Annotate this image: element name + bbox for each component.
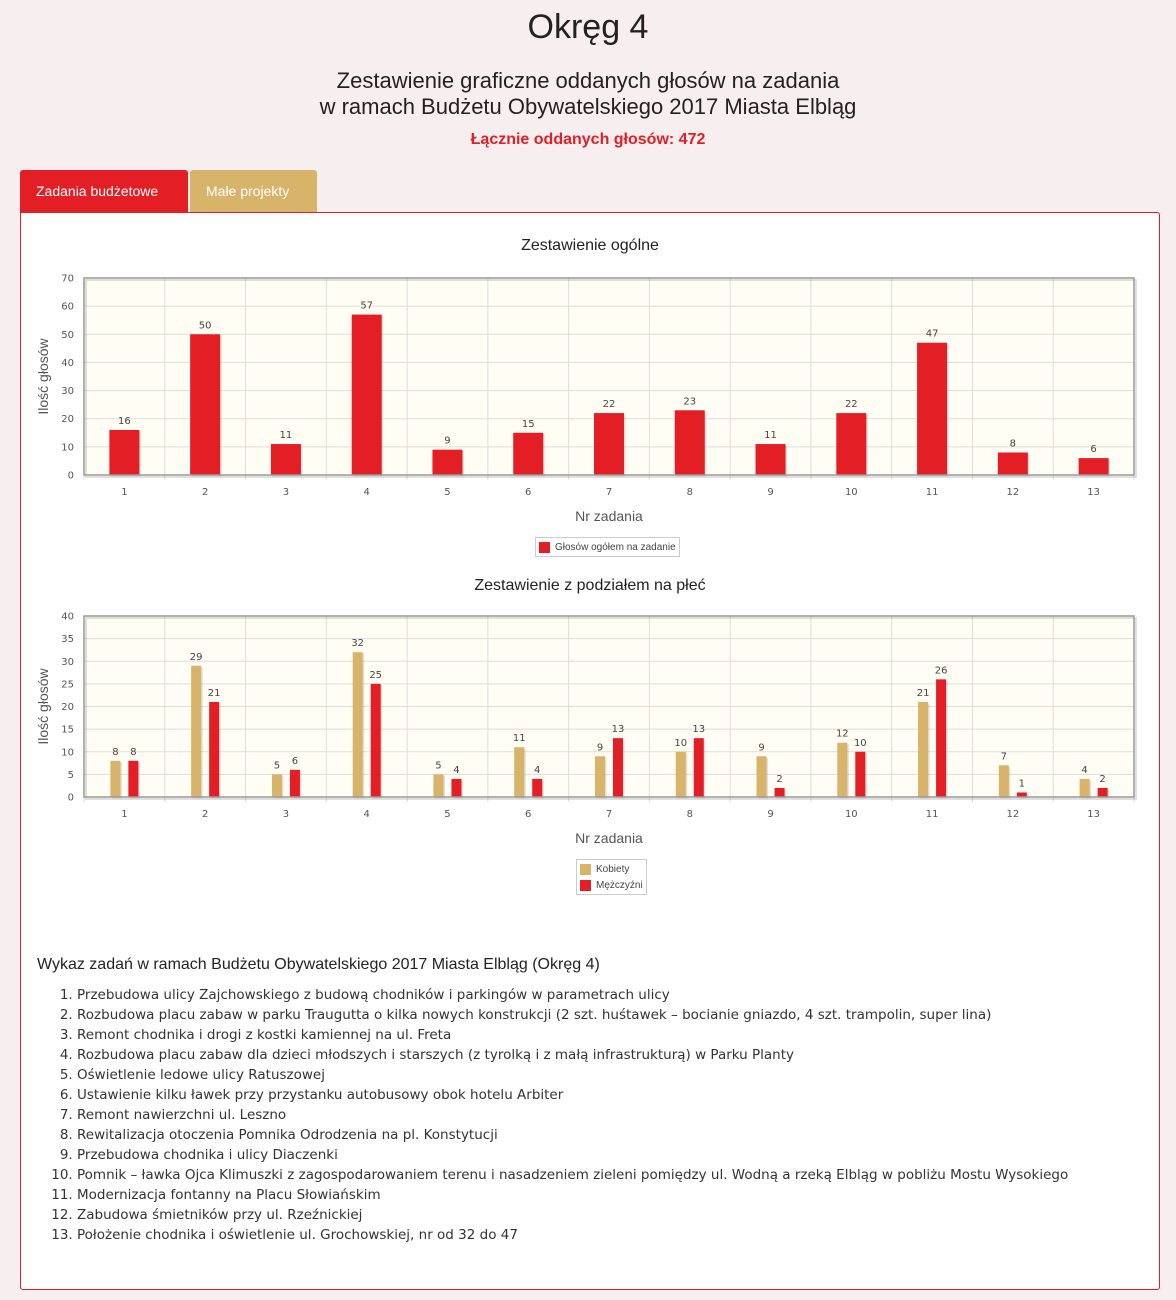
data-label: 9 [596, 742, 604, 754]
x-tick-label: 1 [121, 809, 128, 820]
bar [290, 770, 300, 797]
data-label: 11 [764, 430, 777, 442]
data-label: 9 [444, 435, 451, 447]
x-tick-label: 13 [1087, 809, 1100, 820]
chart-1-legend [535, 537, 680, 557]
bar [775, 788, 785, 797]
bar [757, 756, 767, 797]
data-label: 9 [758, 742, 765, 754]
x-tick-label: 8 [686, 487, 693, 498]
data-label: 6 [291, 755, 299, 767]
bar [675, 410, 705, 475]
x-tick-label: 6 [525, 809, 532, 820]
data-label: 1 [1018, 778, 1026, 790]
x-tick-label: 10 [844, 809, 858, 820]
data-label: 4 [534, 764, 541, 776]
data-label: 4 [1081, 764, 1088, 776]
x-tick-label: 5 [444, 487, 451, 498]
y-tick-label: 40 [61, 357, 74, 369]
data-label: 7 [1000, 751, 1008, 763]
task-item: 1. Przebudowa ulicy Zajchowskiego z budową chodników i parkingów w parametrach ulicy [77, 985, 1157, 1005]
task-item: 2. Rozbudowa placu zabaw w parku Traugutta o kilka nowych konstrukcji (2 szt. huśtawek – bocianie gniazdo, 4 szt. trampolin, super lina) [77, 1005, 1157, 1025]
data-label: 5 [435, 760, 442, 772]
task-item: 11. Modernizacja fontanny na Placu Słowiańskim [77, 1185, 1157, 1205]
y-tick-label: 25 [61, 679, 74, 691]
x-tick-label: 2 [201, 487, 209, 498]
bar [999, 765, 1009, 797]
tab-small-projects[interactable]: Małe projekty [190, 170, 317, 212]
data-label: 8 [1009, 438, 1017, 450]
content-panel [20, 212, 1160, 1290]
data-label: 50 [198, 320, 212, 332]
subtitle-line-1: Zestawienie graficzne oddanych głosów na zadania [336, 68, 840, 93]
x-tick-label: 9 [767, 487, 774, 498]
x-tick-label: 3 [282, 809, 290, 820]
x-tick-label: 7 [605, 809, 613, 820]
y-tick-label: 50 [61, 329, 74, 341]
bar [371, 684, 381, 797]
task-item: 12. Zabudowa śmietników przy ul. Rzeźnickiej [77, 1205, 1157, 1225]
data-label: 29 [189, 651, 203, 663]
data-label: 4 [453, 764, 460, 776]
y-tick-label: 70 [61, 273, 74, 285]
legend-item [580, 877, 643, 893]
data-label: 11 [512, 733, 526, 745]
bar [190, 334, 220, 475]
data-label: 11 [279, 430, 293, 442]
bar [271, 444, 301, 475]
y-tick-label: 0 [67, 470, 74, 482]
bar [837, 743, 847, 797]
y-tick-label: 20 [61, 414, 74, 426]
legend-swatch [539, 542, 550, 553]
y-tick-label: 10 [61, 747, 74, 759]
x-tick-label: 13 [1087, 487, 1100, 498]
data-label: 22 [602, 399, 616, 411]
x-tick-label: 6 [525, 487, 532, 498]
y-tick-label: 5 [67, 769, 74, 781]
data-label: 22 [844, 399, 858, 411]
data-label: 16 [118, 415, 131, 427]
bar [917, 343, 947, 475]
bar [352, 315, 382, 475]
bar [272, 774, 282, 797]
y-tick-label: 20 [61, 702, 74, 713]
y-tick-label: 40 [61, 611, 74, 623]
x-tick-label: 7 [605, 487, 613, 498]
bar [1098, 788, 1108, 797]
bar [532, 779, 542, 797]
chart-overall [21, 261, 1159, 521]
bar [209, 702, 219, 797]
bar [756, 444, 786, 475]
bar [513, 433, 543, 475]
y-tick-label: 30 [61, 656, 74, 668]
bar [594, 413, 624, 475]
legend-swatch [580, 864, 591, 875]
data-label: 25 [369, 669, 383, 681]
x-tick-label: 9 [767, 809, 774, 820]
task-item: 10. Pomnik – ławka Ojca Klimuszki z zagospodarowaniem terenu i nasadzeniem zieleni pomiędzy ul. Wodną a rzeką Elbląg w pobliżu Mostu Wysokiego [77, 1165, 1157, 1185]
data-label: 13 [611, 724, 625, 736]
x-tick-label: 3 [282, 487, 290, 498]
data-label: 23 [683, 396, 697, 408]
data-label: 21 [207, 687, 221, 699]
bar [451, 779, 461, 797]
page-title: Okręg 4 [527, 8, 649, 46]
x-axis-label: Nr zadania [575, 830, 643, 845]
bar [110, 761, 120, 797]
bar [694, 738, 704, 797]
data-label: 2 [776, 773, 783, 785]
data-label: 47 [925, 328, 939, 340]
data-label: 12 [835, 728, 849, 740]
chart-1-title: Zestawienie ogólne [521, 237, 659, 254]
task-item: 13. Położenie chodnika i oświetlenie ul. Grochowskiej, nr od 32 do 47 [77, 1225, 1157, 1245]
data-label: 15 [521, 418, 535, 430]
y-tick-label: 15 [61, 724, 74, 736]
bar [676, 752, 686, 797]
y-tick-label: 60 [61, 301, 74, 313]
bar [613, 738, 623, 797]
bar [595, 756, 605, 797]
chart-2-legend [576, 859, 647, 895]
task-item: 4. Rozbudowa placu zabaw dla dzieci młodszych i starszych (z tyrolką i z małą infrastrukturą) w Parku Planty [77, 1045, 1157, 1065]
data-label: 10 [853, 737, 867, 749]
tab-budget-tasks[interactable]: Zadania budżetowe [20, 170, 188, 212]
bar [1079, 458, 1109, 475]
legend-swatch [580, 880, 591, 891]
tasks-list-title: Wykaz zadań w ramach Budżetu Obywatelskiego 2017 Miasta Elbląg (Okręg 4) [37, 956, 600, 973]
data-label: 21 [916, 687, 930, 699]
bar [918, 702, 928, 797]
data-label: 32 [351, 638, 365, 650]
y-tick-label: 0 [67, 792, 74, 804]
x-tick-label: 11 [925, 487, 939, 498]
x-tick-label: 5 [444, 809, 451, 820]
data-label: 57 [360, 300, 374, 312]
data-label: 5 [273, 760, 281, 772]
bar [109, 430, 139, 475]
bar [353, 652, 363, 797]
total-votes: Łącznie oddanych głosów: 472 [470, 131, 706, 148]
data-label: 6 [1090, 444, 1097, 456]
data-label: 8 [112, 746, 119, 758]
legend-item [539, 539, 676, 555]
y-axis-label: Ilość głosów [35, 668, 51, 745]
data-label: 10 [674, 737, 688, 749]
bar [1080, 779, 1090, 797]
y-tick-label: 30 [61, 386, 74, 398]
legend-label: Kobiety [596, 863, 630, 875]
data-label: 13 [692, 724, 706, 736]
x-tick-label: 4 [363, 487, 370, 498]
chart-2-title: Zestawienie z podziałem na płeć [474, 577, 706, 594]
bar [936, 679, 946, 797]
bar [855, 752, 865, 797]
task-item: 7. Remont nawierzchni ul. Leszno [77, 1105, 1157, 1125]
task-item: 5. Oświetlenie ledowe ulicy Ratuszowej [77, 1065, 1157, 1085]
x-tick-label: 1 [121, 487, 128, 498]
bar [836, 413, 866, 475]
x-tick-label: 12 [1006, 809, 1020, 820]
legend-label: Mężczyźni [596, 879, 643, 891]
chart-gender [21, 605, 1159, 845]
legend-item [580, 861, 643, 877]
data-label: 2 [1099, 773, 1106, 785]
x-tick-label: 2 [201, 809, 209, 820]
bar [191, 666, 201, 797]
x-tick-label: 4 [363, 809, 370, 820]
y-tick-label: 10 [61, 442, 74, 454]
task-item: 3. Remont chodnika i drogi z kostki kamiennej na ul. Freta [77, 1025, 1157, 1045]
bar [998, 452, 1028, 475]
y-axis-label: Ilość głosów [35, 338, 51, 415]
x-tick-label: 10 [844, 487, 858, 498]
subtitle-line-2: w ramach Budżetu Obywatelskiego 2017 Miasta Elbląg [319, 94, 857, 119]
x-axis-label: Nr zadania [575, 508, 643, 521]
y-tick-label: 35 [61, 634, 74, 646]
bar [433, 774, 443, 797]
x-tick-label: 12 [1006, 487, 1020, 498]
task-item: 8. Rewitalizacja otoczenia Pomnika Odrodzenia na pl. Konstytucji [77, 1125, 1157, 1145]
page-subtitle [0, 68, 1176, 120]
data-label: 26 [934, 665, 948, 677]
bar [432, 450, 462, 475]
bar [128, 761, 138, 797]
x-tick-label: 11 [925, 809, 939, 820]
task-item: 6. Ustawienie kilku ławek przy przystanku autobusowy obok hotelu Arbiter [77, 1085, 1157, 1105]
bar [514, 747, 524, 797]
x-tick-label: 8 [686, 809, 693, 820]
task-item: 9. Przebudowa chodnika i ulicy Diaczenki [77, 1145, 1157, 1165]
data-label: 8 [130, 746, 137, 758]
tasks-list [37, 985, 1157, 1245]
legend-label: Głosów ogółem na zadanie [555, 541, 676, 553]
